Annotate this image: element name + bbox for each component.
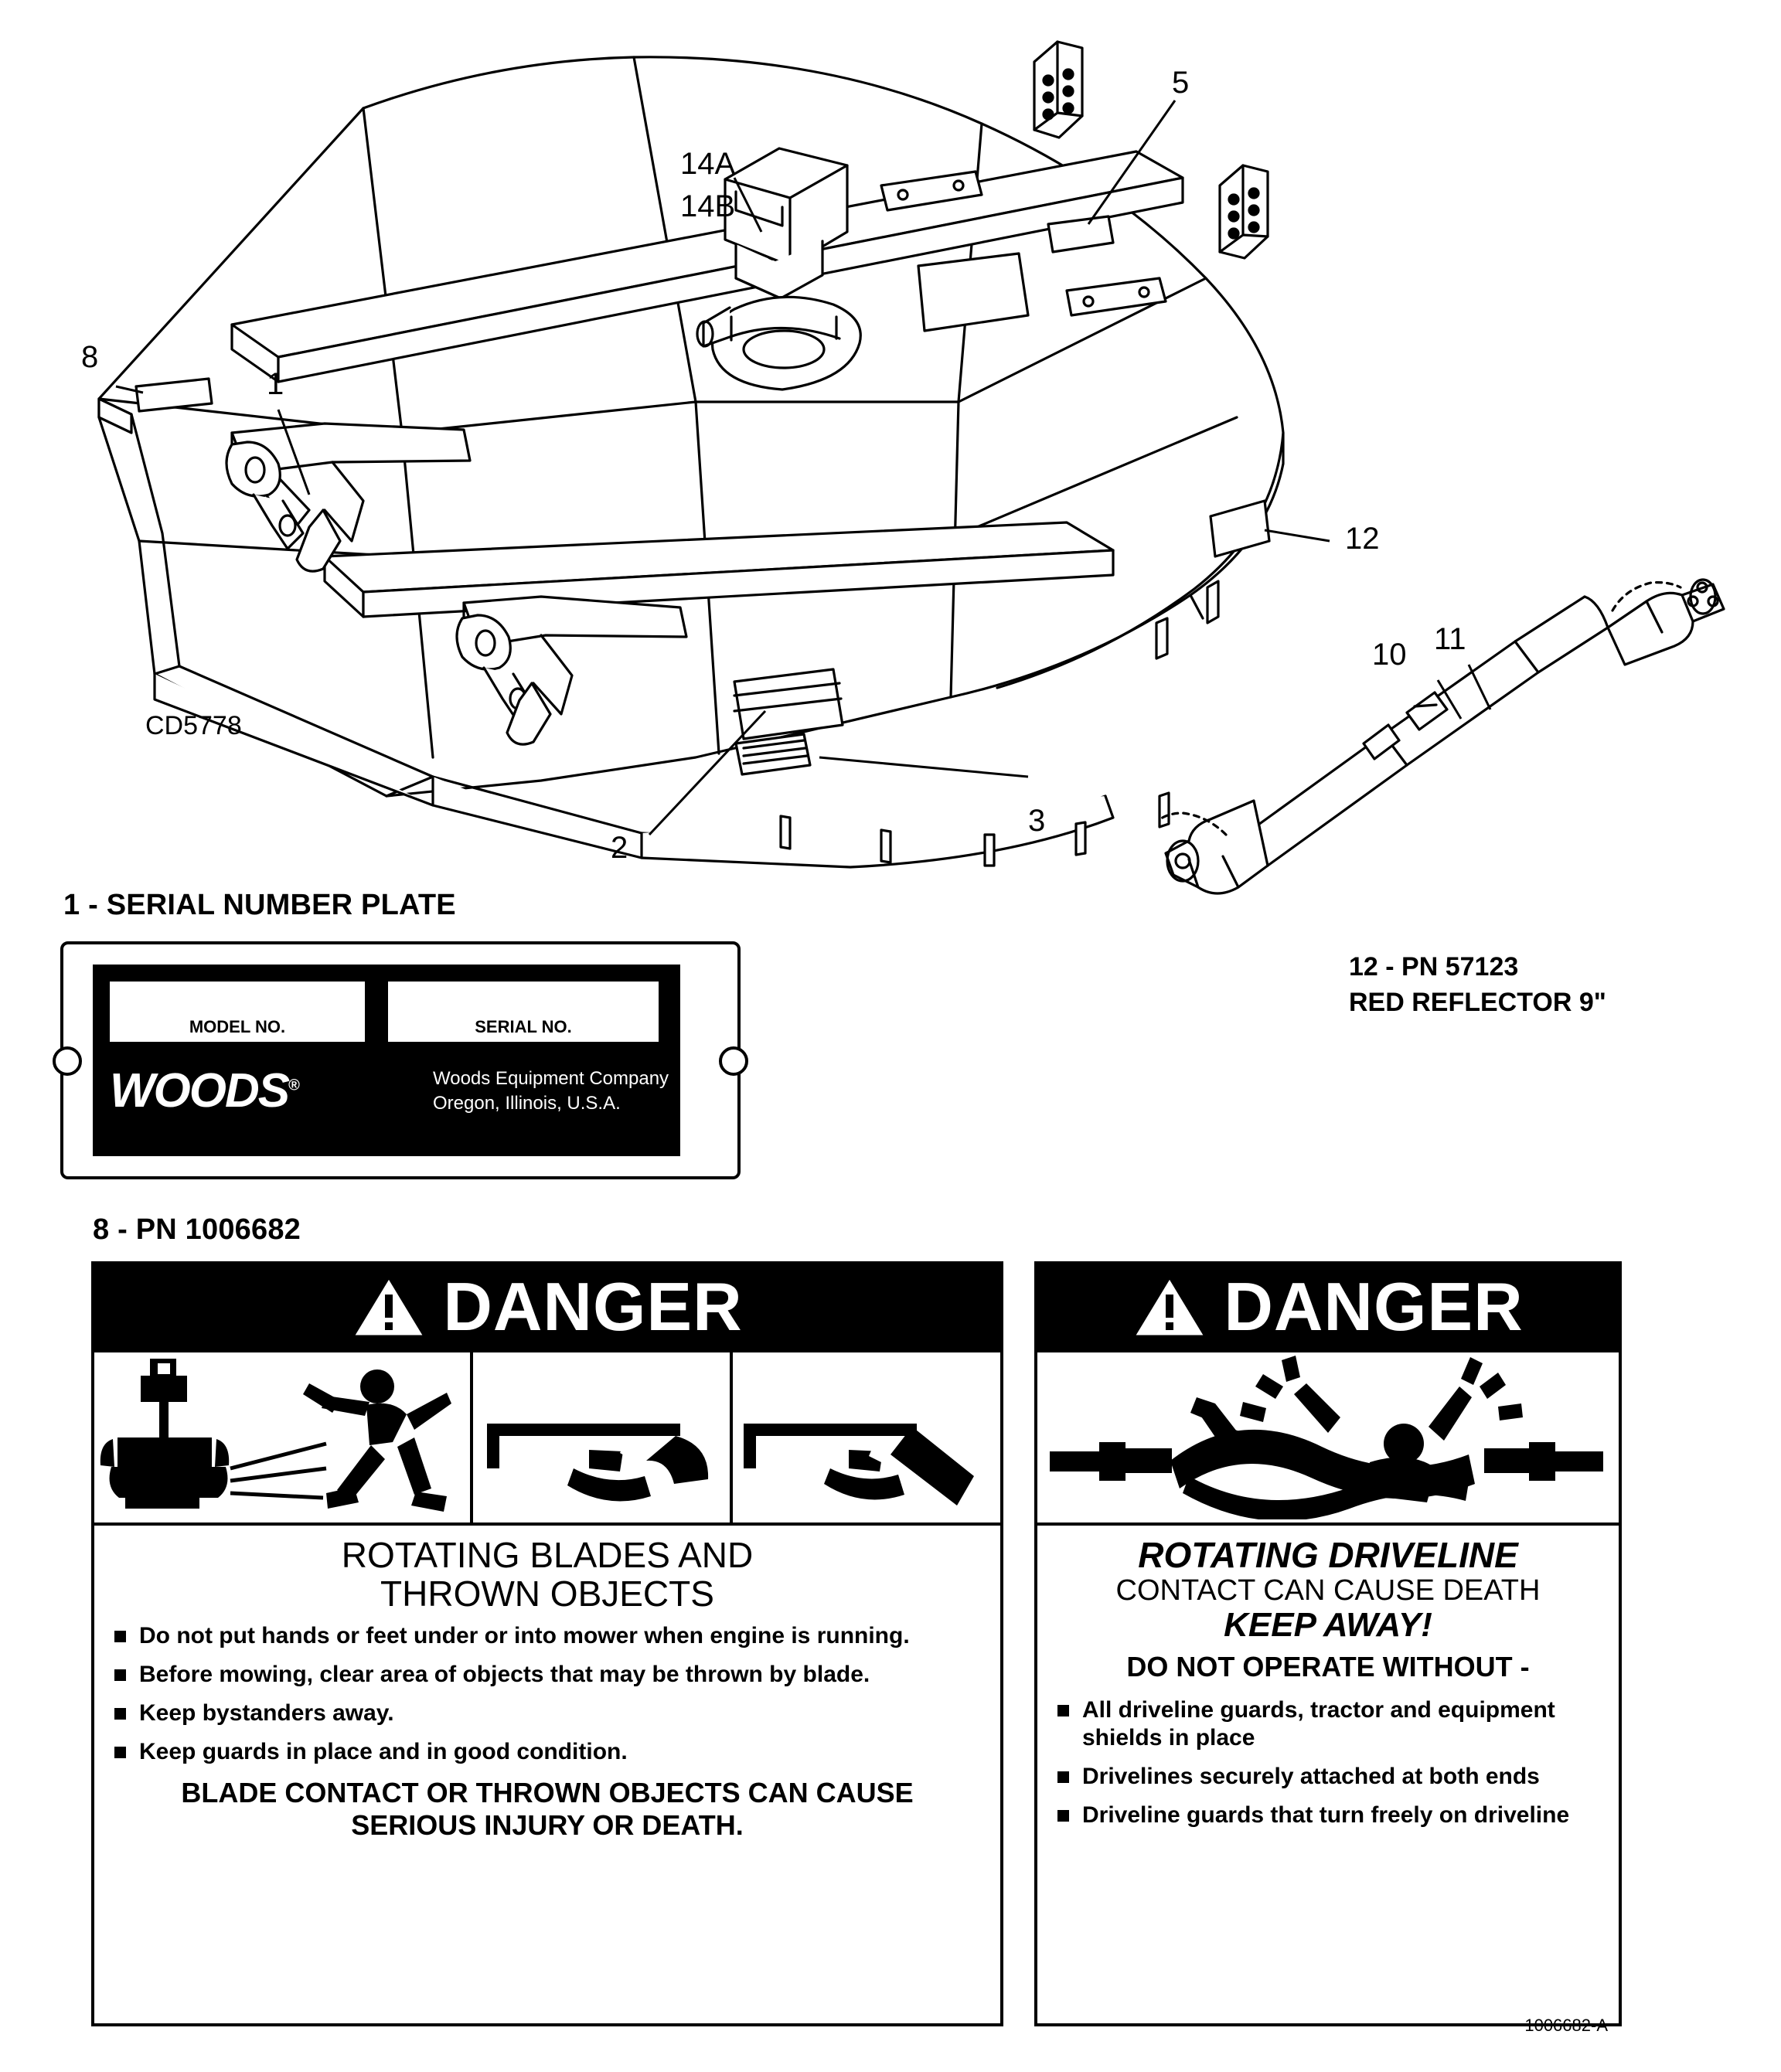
serial-number-plate	[60, 941, 741, 1179]
callout-14a: 14A	[680, 147, 736, 181]
blades-bullet-3: Keep bystanders away.	[108, 1699, 986, 1727]
serial-number-label: SERIAL NO.	[475, 1017, 572, 1036]
danger-sign-rotating-blades	[91, 1261, 1003, 2026]
driveline-heading-line2: CONTACT CAN CAUSE DEATH	[1115, 1574, 1541, 1607]
driveline-illustration	[1152, 541, 1739, 912]
callout-11: 11	[1434, 622, 1466, 656]
callout-3: 3	[1028, 804, 1046, 838]
sign-body-driveline	[1037, 1526, 1619, 2040]
danger-header-driveline	[1037, 1264, 1619, 1349]
blades-footer-line2: SERIOUS INJURY OR DEATH.	[351, 1808, 744, 1841]
callout-2: 2	[611, 831, 628, 865]
plate-hole-right	[719, 1046, 748, 1076]
callout-10: 10	[1372, 638, 1407, 672]
danger-sign-rotating-driveline	[1034, 1261, 1622, 2035]
callout-12: 12	[1345, 522, 1380, 556]
decal-part-number-title: 8 - PN 1006682	[93, 1213, 301, 1246]
woods-logo	[110, 1063, 298, 1118]
blades-bullet-1: Do not put hands or feet under or into mower when engine is running.	[108, 1622, 986, 1650]
callout-5: 5	[1172, 66, 1190, 100]
plate-hole-left	[53, 1046, 82, 1076]
company-city: Oregon, Illinois, U.S.A.	[433, 1093, 621, 1114]
pictogram-row-driveline	[1037, 1349, 1619, 1526]
drawing-code: CD5778	[145, 711, 242, 740]
warning-triangle-icon	[352, 1274, 426, 1339]
plate-black-face	[93, 965, 680, 1156]
registered-mark-icon: ®	[288, 1077, 298, 1094]
model-number-field	[110, 982, 365, 1042]
driveline-bullet-1: All driveline guards, tractor and equipment shields in place	[1051, 1696, 1605, 1752]
warning-triangle-icon	[1132, 1274, 1207, 1339]
callout-14b: 14B	[680, 189, 736, 223]
serial-plate-title: 1 - SERIAL NUMBER PLATE	[63, 889, 456, 921]
woods-wordmark: WOODS	[110, 1064, 289, 1118]
company-address	[433, 1067, 669, 1117]
danger-word-driveline: DANGER	[1224, 1268, 1524, 1345]
danger-header-blades	[94, 1264, 1000, 1349]
reflector-note-line2: RED REFLECTOR 9"	[1349, 988, 1606, 1017]
blades-heading-line1: ROTATING BLADES AND	[341, 1535, 754, 1575]
reflector-note-line1: 12 - PN 57123	[1349, 952, 1519, 982]
picto-thrown-objects	[94, 1352, 473, 1523]
callout-1: 1	[267, 367, 284, 401]
driveline-bullet-list	[1051, 1696, 1605, 1829]
driveline-bullet-3: Driveline guards that turn freely on driveline	[1051, 1802, 1605, 1829]
driveline-heading-line1: ROTATING DRIVELINE	[1138, 1535, 1518, 1575]
blades-footer-line1: BLADE CONTACT OR THROWN OBJECTS CAN CAUSE	[181, 1777, 914, 1809]
picto-entanglement	[1037, 1352, 1619, 1523]
driveline-part-number: 1006682-A	[1524, 2016, 1608, 2035]
serial-number-field	[388, 982, 659, 1042]
blades-bullet-2: Before mowing, clear area of objects that may be thrown by blade.	[108, 1661, 986, 1689]
blades-heading-line2: THROWN OBJECTS	[380, 1573, 714, 1614]
driveline-heading-line3: KEEP AWAY!	[1224, 1606, 1432, 1645]
pictogram-row-blades	[94, 1349, 1000, 1526]
picto-foot-under-deck	[473, 1352, 733, 1523]
driveline-heading-line4: DO NOT OPERATE WITHOUT -	[1126, 1650, 1530, 1682]
model-number-label: MODEL NO.	[189, 1017, 286, 1036]
blades-bullet-list	[108, 1622, 986, 1766]
picto-hand-under-deck	[733, 1352, 993, 1523]
company-name: Woods Equipment Company	[433, 1068, 669, 1089]
danger-word-blades: DANGER	[443, 1268, 743, 1345]
blades-bullet-4: Keep guards in place and in good condition.	[108, 1738, 986, 1766]
callout-8: 8	[81, 340, 99, 374]
sign-body-blades	[94, 1526, 1000, 1849]
driveline-bullet-2: Drivelines securely attached at both ends	[1051, 1763, 1605, 1791]
